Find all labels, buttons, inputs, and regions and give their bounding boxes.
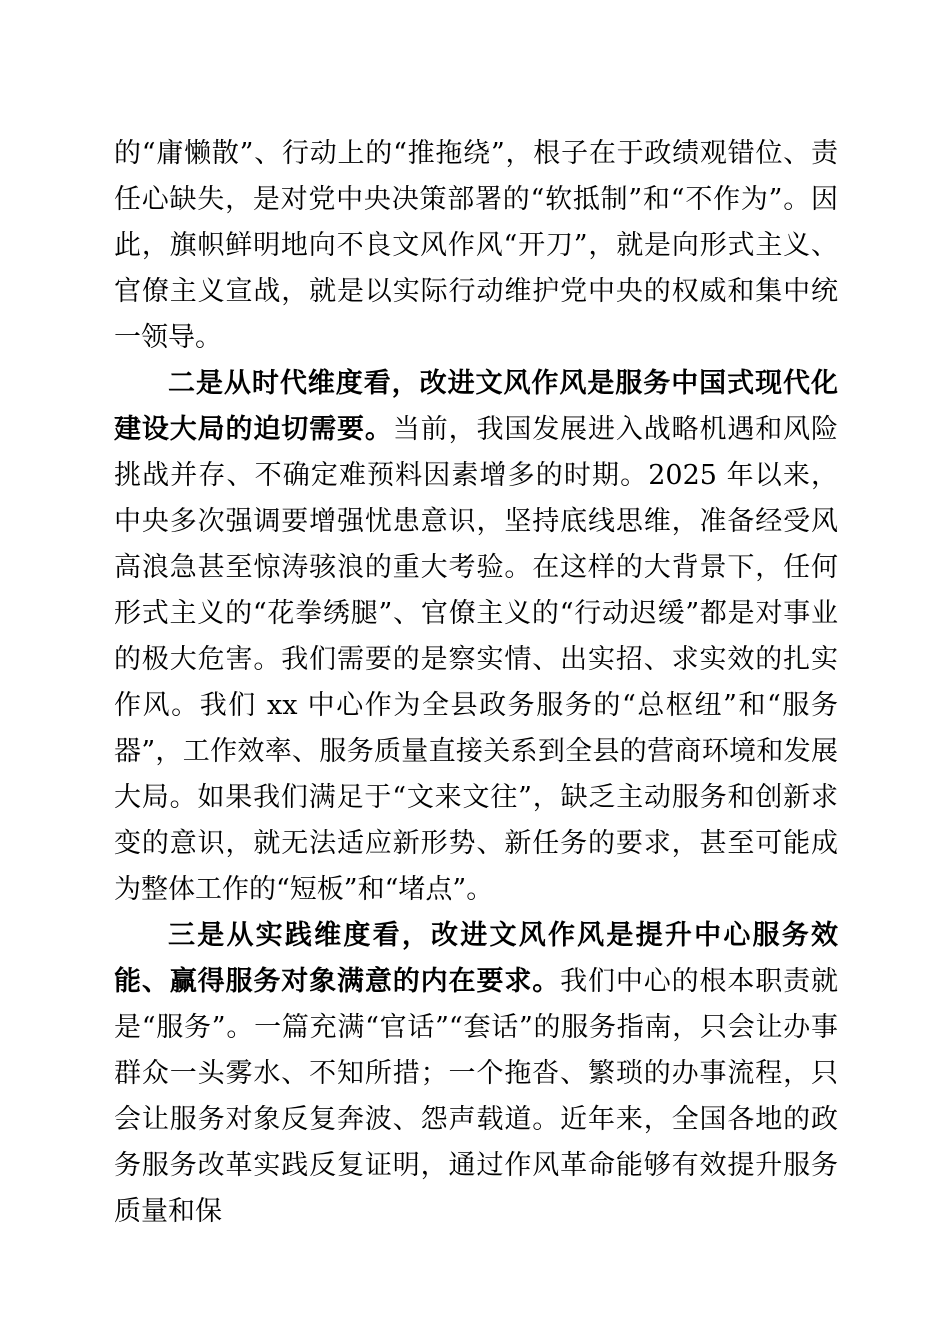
paragraph-text: 当前，我国发展进入战略机遇和风险挑战并存、不确定难预料因素增多的时期。2025 年以来，中央多次强调要增强忧患意识，坚持底线思维，准备经受风高浪急甚至惊涛骇浪的重大考验。在这样的大背景下，任何形式主义的“花拳绣腿”、官僚主义的“行动迟缓”都是对事业的极大危害。我们需要的是察实情、出实招、求实效的扎实作风。我们 xx 中心作为全县政务服务的“总枢纽”和“服务器”，工作效率、服务质量直接关系到全县的营商环境和发展大局。如果我们满足于“文来文往”，缺乏主动服务和创新求变的意识，就无法适应新形势、新任务的要求，甚至可能成为整体工作的“短板”和“堵点”。: [114, 414, 839, 905]
paragraph-point-three: [114, 913, 838, 1235]
paragraph-point-two: [114, 361, 838, 913]
paragraph-continuation: [114, 131, 838, 361]
document-body: [114, 131, 838, 1235]
paragraph-lead: 三是从实践维度看，改进文风作风是提升中心服务效能、赢得服务对象满意的内在要求。: [114, 920, 838, 997]
paragraph-lead: 二是从时代维度看，改进文风作风是服务中国式现代化建设大局的迫切需要。: [114, 368, 838, 445]
paragraph-text: 的“庸懒散”、行动上的“推拖绕”，根子在于政绩观错位、责任心缺失，是对党中央决策部署的“软抵制”和“不作为”。因此，旗帜鲜明地向不良文风作风“开刀”，就是向形式主义、官僚主义宣战，就是以实际行动维护党中央的权威和集中统一领导。: [114, 138, 838, 353]
paragraph-text: 我们中心的根本职责就是“服务”。一篇充满“官话”“套话”的服务指南，只会让办事群众一头雾水、不知所措；一个拖沓、繁琐的办事流程，只会让服务对象反复奔波、怨声载道。近年来，全国各地的政务服务改革实践反复证明，通过作风革命能够有效提升服务质量和保: [114, 966, 839, 1227]
